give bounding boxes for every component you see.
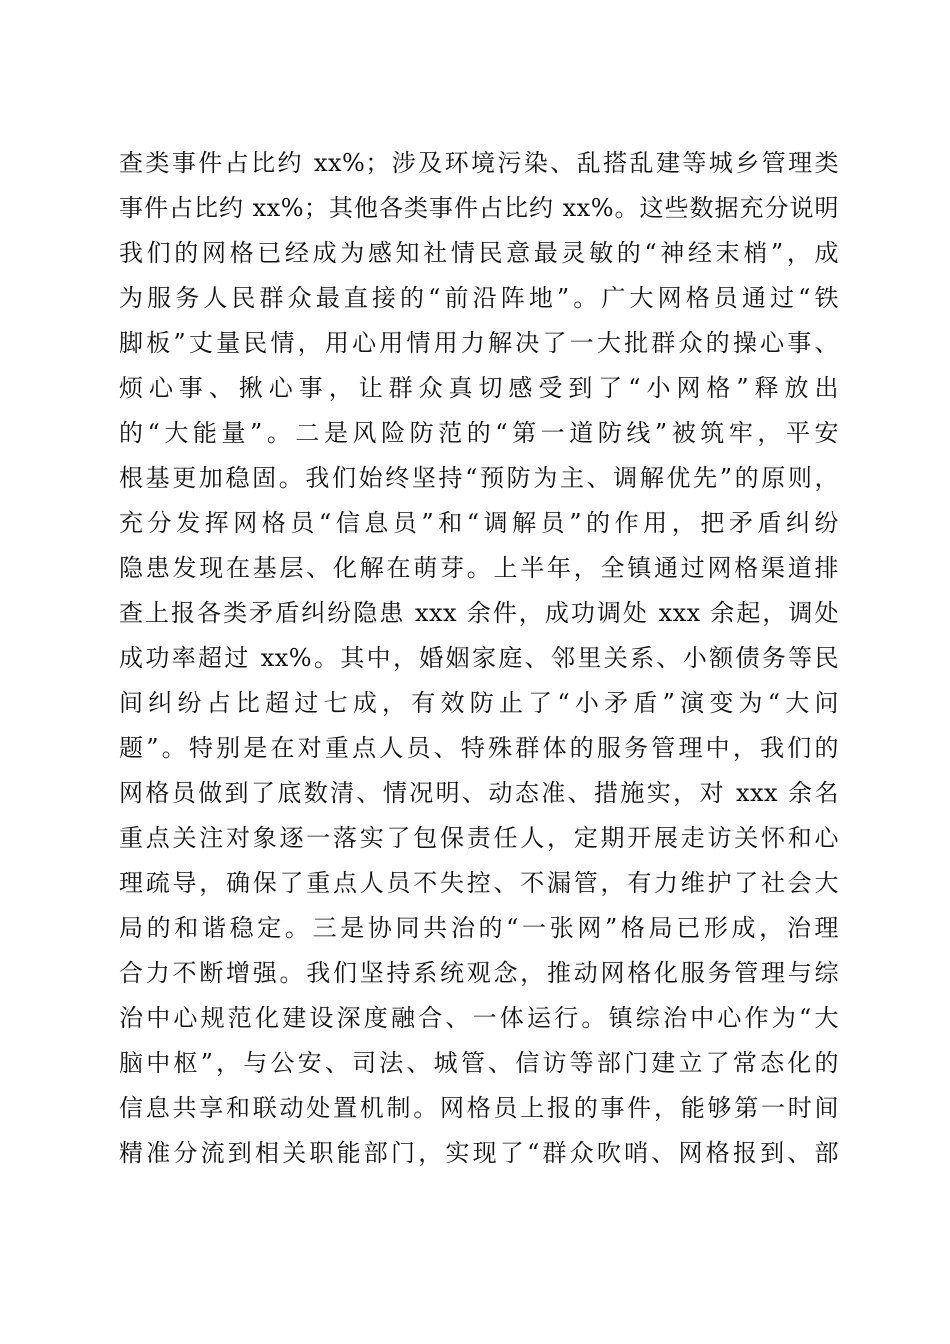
text-line-22: 信息共享和联动处置机制。网格员上报的事件，能够第一时间 <box>119 1094 839 1122</box>
text-line-2: 事件占比约 xx%；其他各类事件占比约 xx%。这些数据充分说明 <box>119 194 839 222</box>
text-line-5: 脚板”丈量民情，用心用情用力解决了一大批群众的操心事、 <box>119 329 839 357</box>
text-line-12: 成功率超过 xx%。其中，婚姻家庭、邻里关系、小额债务等民 <box>119 644 839 672</box>
text-line-21: 脑中枢”，与公安、司法、城管、信访等部门建立了常态化的 <box>119 1049 839 1077</box>
text-line-16: 重点关注对象逐一落实了包保责任人，定期开展走访关怀和心 <box>119 824 839 852</box>
text-line-18: 局的和谐稳定。三是协同共治的“一张网”格局已形成，治理 <box>119 914 839 942</box>
text-line-11: 查上报各类矛盾纠纷隐患 xxx 余件，成功调处 xxx 余起，调处 <box>119 599 839 627</box>
text-line-19: 合力不断增强。我们坚持系统观念，推动网格化服务管理与综 <box>119 959 839 987</box>
text-line-14: 题”。特别是在对重点人员、特殊群体的服务管理中，我们的 <box>119 734 839 762</box>
text-line-9: 充分发挥网格员“信息员”和“调解员”的作用，把矛盾纠纷 <box>119 509 839 537</box>
text-line-17: 理疏导，确保了重点人员不失控、不漏管，有力维护了社会大 <box>119 869 839 897</box>
text-line-15: 网格员做到了底数清、情况明、动态准、措施实，对 xxx 余名 <box>119 779 839 807</box>
text-line-7: 的“大能量”。二是风险防范的“第一道防线”被筑牢，平安 <box>119 419 839 447</box>
text-line-6: 烦心事、揪心事，让群众真切感受到了“小网格”释放出 <box>119 374 839 402</box>
text-line-10: 隐患发现在基层、化解在萌芽。上半年，全镇通过网格渠道排 <box>119 554 839 582</box>
text-line-4: 为服务人民群众最直接的“前沿阵地”。广大网格员通过“铁 <box>119 284 839 312</box>
body-text <box>119 141 839 1176</box>
text-line-1: 查类事件占比约 xx%；涉及环境污染、乱搭乱建等城乡管理类 <box>119 149 839 177</box>
text-line-20: 治中心规范化建设深度融合、一体运行。镇综治中心作为“大 <box>119 1004 839 1032</box>
text-line-8: 根基更加稳固。我们始终坚持“预防为主、调解优先”的原则， <box>119 464 839 492</box>
text-line-13: 间纠纷占比超过七成，有效防止了“小矛盾”演变为“大问 <box>119 689 839 717</box>
text-line-23: 精准分流到相关职能部门，实现了“群众吹哨、网格报到、部 <box>119 1139 839 1167</box>
text-line-3: 我们的网格已经成为感知社情民意最灵敏的“神经末梢”，成 <box>119 239 839 267</box>
